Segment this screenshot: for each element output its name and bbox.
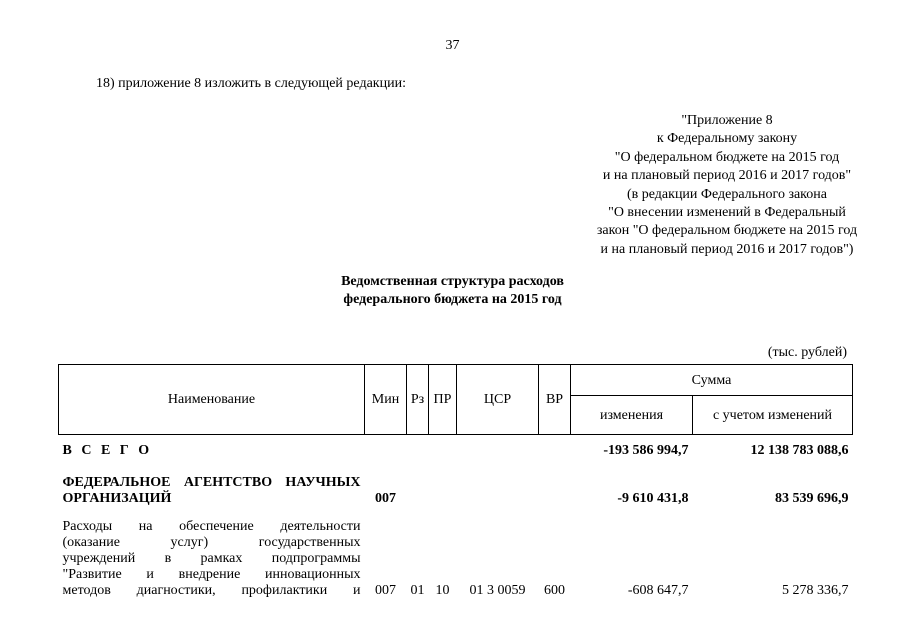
row-with-changes: 12 138 783 088,6 — [750, 443, 849, 458]
annex-line: к Федеральному закону — [656, 131, 798, 147]
header-sum: Сумма — [571, 365, 853, 396]
row-name — [59, 507, 365, 599]
document-title-line: Ведомственная структура расходов — [341, 274, 564, 289]
annex-line: "Приложение 8 — [681, 113, 773, 128]
table-row-total — [59, 435, 853, 460]
row-changes: -9 610 431,8 — [617, 491, 689, 506]
row-vr: 600 — [544, 583, 565, 598]
header-changes: изменения — [571, 396, 693, 435]
annex-line: (в редакции Федерального закона — [627, 186, 827, 202]
row-pr — [429, 459, 457, 507]
amendment-intro: 18) приложение 8 изложить в следующей редакции: — [96, 76, 406, 91]
row-csr — [457, 435, 539, 460]
page-number: 37 — [445, 38, 460, 53]
row-min: 007 — [375, 491, 396, 506]
annex-line: "О федеральном бюджете на 2015 год — [614, 149, 840, 165]
expenditure-table — [58, 364, 853, 599]
annex-line: и на плановый период 2016 и 2017 годов") — [600, 241, 854, 257]
units-note: (тыс. рублей) — [767, 345, 847, 360]
annex-line: "О внесении изменений в Федеральный — [608, 205, 846, 221]
document-title — [0, 273, 905, 309]
row-changes: -608 647,7 — [627, 583, 689, 598]
header-vr: ВР — [539, 365, 571, 435]
row-name: В С Е Г О — [62, 443, 153, 458]
annex-line: и на плановый период 2016 и 2017 годов" — [602, 168, 852, 184]
row-pr — [429, 435, 457, 460]
row-pr: 10 — [435, 583, 450, 598]
row-vr — [539, 435, 571, 460]
row-name — [59, 459, 365, 507]
row-csr — [457, 459, 539, 507]
row-name-line: ОРГАНИЗАЦИЙ — [62, 491, 172, 506]
header-pr: ПР — [429, 365, 457, 435]
row-rz — [407, 459, 429, 507]
header-with-changes: с учетом изменений — [693, 396, 853, 435]
annex-line: закон "О федеральном бюджете на 2015 год — [596, 223, 858, 239]
header-min: Мин — [365, 365, 407, 435]
row-min — [365, 435, 407, 460]
row-min: 007 — [375, 583, 396, 598]
row-with-changes: 83 539 696,9 — [775, 491, 849, 506]
row-vr — [539, 459, 571, 507]
row-name-line: Расходы на обеспечение деятельности — [62, 519, 361, 534]
table-row-agency — [59, 459, 853, 507]
header-csr: ЦСР — [457, 365, 539, 435]
row-with-changes: 5 278 336,7 — [782, 583, 849, 598]
row-name-line: ФЕДЕРАЛЬНОЕ АГЕНТСТВО НАУЧНЫХ — [62, 475, 361, 490]
header-name: Наименование — [59, 365, 365, 435]
annex-reference — [520, 112, 905, 259]
row-changes: -193 586 994,7 — [603, 443, 689, 458]
row-rz — [407, 435, 429, 460]
row-name-line: (оказание услуг) государственных — [62, 535, 361, 550]
document-title-line: федерального бюджета на 2015 год — [343, 292, 562, 307]
row-csr: 01 3 0059 — [469, 583, 526, 598]
row-rz: 01 — [410, 583, 425, 598]
table-row-expense — [59, 507, 853, 599]
row-name-line: "Развитие и внедрение инновационных — [62, 567, 361, 582]
row-name-line: учреждений в рамках подпрограммы — [62, 551, 361, 566]
header-rz: Рз — [407, 365, 429, 435]
row-name-line: методов диагностики, профилактики и — [62, 583, 361, 598]
